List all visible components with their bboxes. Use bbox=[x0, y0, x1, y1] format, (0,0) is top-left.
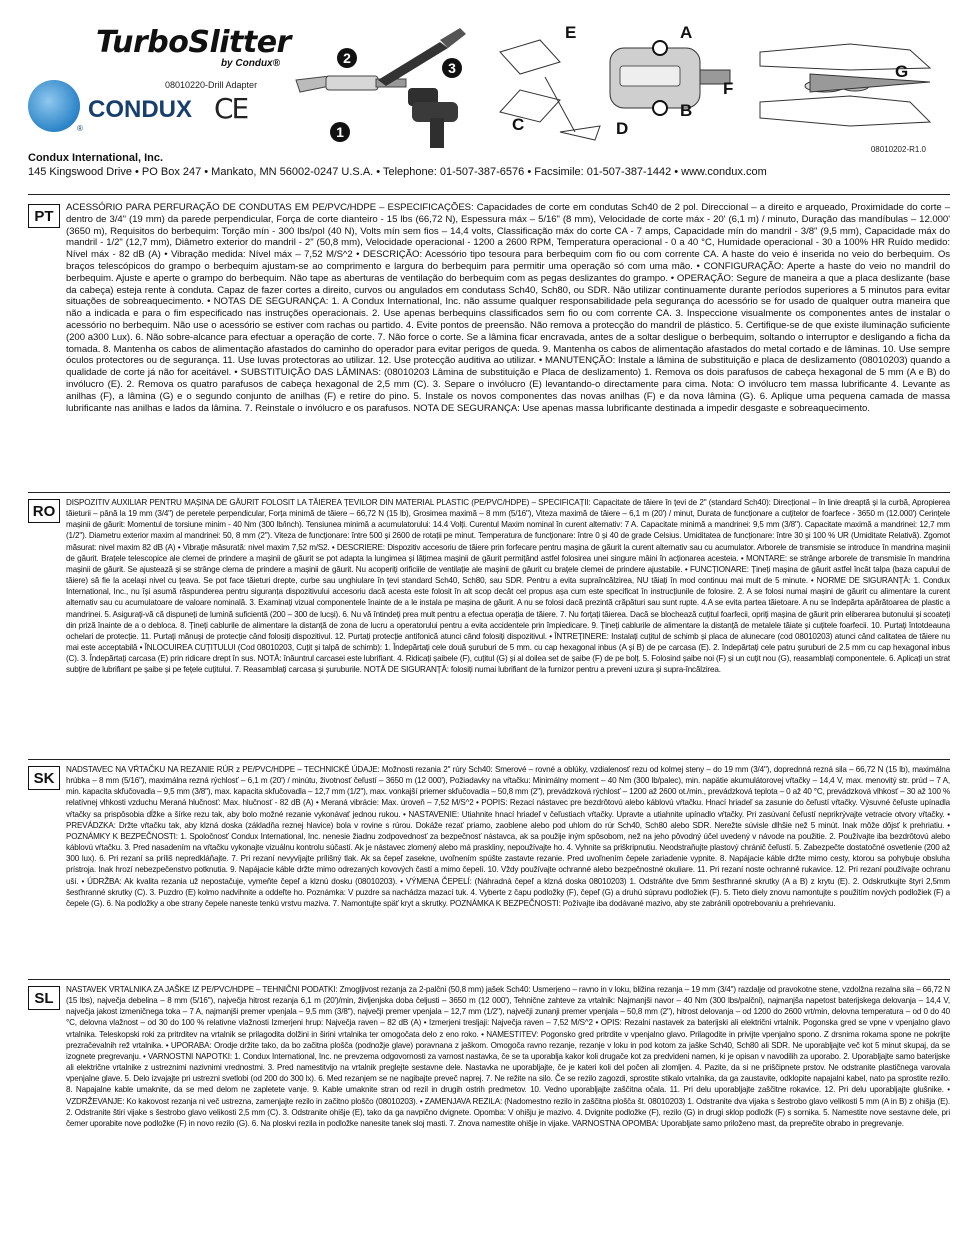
document-number: 08010220-Drill Adapter bbox=[165, 80, 258, 90]
company-address: 145 Kingswood Drive • PO Box 247 • Mankato, MN 56002-0247 U.S.A. • Telephone: 01-507-387-6576 • Facsimile: 01-507-387-1442 • www.condux.com bbox=[28, 166, 767, 178]
language-tag: SK bbox=[28, 766, 60, 790]
blade-washer-drawing bbox=[760, 44, 930, 126]
divider bbox=[28, 492, 950, 493]
label-a: A bbox=[680, 23, 693, 42]
revision-number: 08010202-R1.0 bbox=[870, 145, 926, 154]
section-text: NASTAVEK VRTALNIKA ZA JAŠKE IZ PE/PVC/HDPE – TEHNIČNI PODATKI: Zmogljivost rezanja za 2-palčni (50,8 mm) jašek Sch40: Usmerjeno – ravno in v loku, bližina rezanja – 19 mm (3/4") razdalje od pravokotne stene, vzdolžna rezalna sila – 66,72 N (15 lbs), največja debelina – 8 mm (5/16"), največja hitrost rezanja 6,1 m (20')/min, življenjska doba čeljusti – 3650 m (12 000'), Tehnične zahteve za vrtalnik: Najmanjši navor – 40 Nm (300 lbs/palčni), najmanjša napetost baterijskega delovanja – 14,4 V, največja jakost izmeničnega toka – 7 A, najmanjši premer vpenjala – 9,5 mm (3/8"), največji premer vpenjala – 12,7 mm (1/2"), največji zunanji premer vpenjala – 50,8 mm (2"), hitrost delovanja – od 1200 do 2600 vrt/min, delovna temperatura – od 0 do 40 °C, delovna vlažnost – od 30 do 100 % relativne vlažnosti Izmerjeni hrup: Največja raven – 82 dB (A) • Izmerjeni tresljaji: Največja raven – 7,52 M/S^2 • OPIS: Rezalni nastavek za baterijski ali električni vrtalnik. Pogonska gred se vpne v vpenjalno glavo vrtalnika. Teleskopski roki za pritrditev na vrtalnik se prilagodita dolžini in širini vrtalnika ter omogočata delo z eno roko. • NAMESTITEV: Pogonsko gred pritrdite v vpenjalno glavo. Prilagodite in privijte vpenjalno spono. Z drsnima rokama spone ne pokrijte prezračevalnih rež vrtalnika. • UPORABA: Orodje držite tako, da bo začitna plošča (podnožje glave) poravnana z jaškom. Omogoča ravno rezanje, rezanje v loku in pod kotom za jaške Sch40, Sch80 ali SDR. Ne uporabljajte več kot 5 minut skupaj, da se izognete pregrevanju. • VARNOSTNI NAPOTKI: 1. Condux International, Inc. ne prevzema odgovornosti za varnost nastavka, če se ta uporablja kakor koli drugače kot za predvideni namen, ki je opisan v navodilih za uporabo. 2. Uporabljajte samo baterijske ali električne vrtalnike z ustreznimi nazivnimi vrednostmi. 3. Pred namestitvijo na vrtalnik preglejte sestavne dele. Nastavka ne uporabljajte, če je kateri koli del počen ali zlomljen. 4. Pazite, da si ne priščipnete prstov. Ne odstranite plastičnega varovala vpenjalne glave. 5. Delo izvajajte pri ustrezni svetlobi (od 200 do 300 lx). 6. Med rezanjem se ne nagibajte preveč naprej. 7. Ne režite na silo. Če se rezilo zagozdi, sprostite stikalo vrtalnika, da ga zaustavite, odklopite napajalni kabel, nato pa sprostite rezilo. 8. Napajalne kable umaknite, da se med delom ne zapletete vanje. 9. Kable umaknite stran od rezil in drugih ostrih predmetov. 10. Vedno uporabljajte zaščitna očala. 11. Pri delu uporabljajte zaščitne rokavice. 12. Pri delu uporabljajte glušnike. • VZDRŽEVANJE: Ko kakovost rezanja ni več ustrezna, zamenjajte rezilo in začitno ploščo (08010203). • ZAMENJAVA REZILA: (Nadomestno rezilo in zaščitna plošča št. 08010203) 1. Odstranite dva vijaka s šestrobo glavo velikosti 5 mm (A in B) z ohišja (E). 2. Odstranite štiri vijake s šestrobo glavo velikosti 2,5 mm (C). 3. Odstranite ohišje (E), tako da ga navpično dvignete. Opomba: V ohišju je mazivo. 4. Dvignite podložke (F), rezilo (G) in drugi sklop podložk (F) s sornika. 5. Namestite nove sestavne dele, pri čemer uporabite nove podložke (F) in novo rezilo (G). 6. Na ploskvi rezila in podložke nanesite tanek sloj masti. 7. Znova namestite ohišje in vijake. VARNOSTNA OPOMBA: Uporabljate samo priloženo mast, da preprečite obrabo in pregrevanje. bbox=[66, 985, 950, 1128]
section-text: DISPOZITIV AUXILIAR PENTRU MAȘINA DE GĂURIT FOLOSIT LA TĂIEREA ȚEVILOR DIN MATERIAL PLASTIC (PE/PVC/HDPE) – SPECIFICAȚII: Capacitate de tăiere în țevi de 2" (standard Sch40): Direcțional – în linie dreaptă și la curbă, Apropierea tăieturii – până la 19 mm (3/4") de peretele perpendicular, Forța minimă de tăiere – 66,72 N (15 lb), Grosimea maximă – 8 mm (5/16"), Viteza maximă de tăiere – 6,1 m (20') / minut, Durata de funcționare a cuțitelor de foarfece - 3650 m (12.000') Cerințele mașinii de găurit: Momentul de torsiune minim - 40 Nm (300 lb/inch). Tensiunea minimă a acumulatorului: 14.4 Volți. Curentul Maxim nominal în curent alternativ: 7 A. Capacitate minimă a mandrinei: 9,5 mm (3/8"). Capacitate maximă a mandrinei: 12,7 mm (1/2"). Diametru exterior maxim al mandrinei: 50, 8 mm (2"). Viteza de funcționare: între 500 și 2600 de rotații pe minut. Temperatura de funcționare: între 0 și 40 de grade Celsius. Umiditatea de funcționare: între 30 și 100 % UR (Umiditate Relativă). Zgomot măsurat: nivel maxim 82 dB (A) • Vibrație măsurată: nivel maxim 7,52 m/S2. • DESCRIERE: Dispozitiv accesoriu de tăiere prin forfecare pentru mașina de găurit la curent alternativ sau cu acumulator. Arborele de transmisie se introduce în mandrina mașinii de găurit. Brațele telescopice ale clemei de prindere a mașinii de găurit se pot adapta la lungimea și lățimea mașinii de găurit permițând astfel folosirea unei singure mâini în acționarea acesteia. • MONTARE: se strânge arborele de transmisie în mandrina mașinii de găurit. Se ajustează și se strânge clema de prindere a mașinii de găurit. Nu acoperiți orificiile de ventilație ale mașinii de găurit cu brațele clemei de prindere ajustabile. • FUNCȚIONARE: Țineți mașina de găurit astfel încât talpa (baza capului de tăiere) să fie la același nivel cu țeava. Se pot face tăieturi drepte, curbe sau unghiulare în țevi standard Sch40, Sch80, sau SDR. Pentru a evita supraîncălzirea, NU tăiați în mod continuu mai mult de 5 minute. • NORME DE SIGURANȚĂ: 1. Condux International, Inc., nu își asumă răspunderea pentru siguranța dispozitivului accesoriu dacă acesta este folosit în alt scop decât cel propus așa cum este specificat în instrucțiunile de folosire. 2. A se folosi numai mașini de găurit cu alimentare la curent alternativ sau cu acumulatoare de valoare nominală. 3. Examinați vizual componentele înainte de a le instala pe mașina de găurit. A nu se folosi dacă prezintă crăpături sau sunt rupte. 4.A se evita partea tăietoare. A nu se îndepărta apărătoarea de plastic a mandrinei. 5. Asigurați-vă că dispuneți de lumină suficientă (200 – 300 de lucși). 6. Nu vă întindeți prea mult pentru a efectua operația de tăiere. 7. Nu forțați tăierea. Dacă se blochează cuțitul foarfecii, opriți mașina de găurit prin eliberarea butonului și scoateți din priză înainte de a o debloca. 8. Țineți cablurile de alimentare la distanță de zona de lucru a operatorului pentru a evita accidentele prin împiedicare. 9. Țineți cablurile de alimentare la distanță de metalele tăiate și cuțitele foarfecii. 10. Purtați întotdeauna ochelari de protecție. 11. Purtați mănuși de protecție când folosiți dispozitivul. 12. Purtați protecție antifonică atunci când folosiți dispozitivul. • ÎNTREȚINERE: Instalați cuțitul de schimb și placa de alunecare (cod 08010203) atunci când calitatea de tăiere nu mai este acceptabilă • ÎNLOCUIREA CUȚITULUI (Cod 08010203, Cuțit și talpă de schimb): 1. Îndepărtați cele două șuruburi de 5 mm. cu cap hexagonal inbus (A și B) de pe carcasa (E). 2. îndepărtați cele patru șuruburi de 2.5 mm cu cap hexagonal inbus (C). 3. Îndepărtați carcasa (E) prin ridicare drept în sus. NOTĂ: înăuntrul carcasei este lubrifiant. 4. Ridicați șaibele (F), cuțitul (G) și al doilea set de șaibe (F) de pe bolț. 5. Folosind șaibe noi (F) și un cuțit nou (G), reasamblați componentele. 6. Aplicați un strat subțire de lubrifiant pe șaibe și pe fețele cuțitului. 7. Reasamblați carcasa și șuruburile. NOTĂ DE SIGURANȚĂ: folosiți numai lubrifiant de la furnizor pentru a preveni uzura și supra-încălzirea. bbox=[66, 498, 950, 675]
divider bbox=[28, 979, 950, 980]
brand-title: TurboSlitter bbox=[96, 25, 291, 60]
label-e: E bbox=[565, 23, 577, 42]
divider bbox=[28, 194, 950, 195]
assembly-illustration bbox=[290, 22, 950, 150]
language-tag: RO bbox=[28, 499, 60, 523]
registered-mark: ® bbox=[77, 124, 83, 133]
step-1-label: 1 bbox=[336, 124, 344, 140]
company-name: Condux International, Inc. bbox=[28, 152, 164, 164]
label-d: D bbox=[616, 119, 629, 138]
language-tag: SL bbox=[28, 986, 60, 1010]
brand-subtitle: by Condux® bbox=[220, 58, 280, 69]
divider bbox=[28, 759, 950, 760]
condux-globe-icon bbox=[28, 80, 80, 132]
drill-slitter-drawing bbox=[296, 28, 466, 148]
section-text: ACESSÓRIO PARA PERFURAÇÃO DE CONDUTAS EM PE/PVC/HDPE – ESPECIFICAÇÕES: Capacidades de corte em condutas Sch40 de 2 pol. Direccional – a direito e arqueado, Proximidade do corte – dentro de 3/4" (19 mm) da parede perpendicular, Força de corte dianteiro - 15 lbs (66,72 N), Espessura máx – 5/16" (8 mm), Velocidade de corte máx - 20' (6,1 m) / minuto, Duração das mandíbulas – 12.000' (3650 m), Requisitos do berbequim: Torção mín - 300 lbs/pol (40 N), Volts mín sem fios – 14,4 volts, Classificação máx do corte CA - 7 amps, Capacidade mín do mandril - 3/8" (9,5 mm), Capacidade máx do mandril - 1/2" (12,7 mm), Diâmetro exterior do mandril - 2" (50,8 mm), Velocidade operacional - 1200 a 2600 RPM, Temperatura operacional - 0 a 40 °C, Humidade operacional - 30 a 100% HR Ruído medido: Nível máx - 82 dB (A) • Vibração medida: Nível máx – 7,52 M/S^2 • DESCRIÇÃO: Acessório tipo tesoura para berbequim com fio ou com corrente CA. A haste do veio é inserida no veio do berbequim. Os braços telescópicos do grampo o berbequim ajustam-se ao comprimento e largura do berbequim para permitir uma operação só com uma mão. • CONFIGURAÇÃO: Aperte a haste do veio no mandril do berbequim. Ajuste e aperte o grampo do berbequim. Não tape as aberturas de ventilação do berbequim com as pegas deslizantes do grampo. • OPERAÇÃO: Segure de maneira a que a placa deslizante (base da cabeça) esteja rente à conduta. Capaz de fazer cortes a direito, curvos ou angulados em condutass Sch40, Sch80, ou SDR. Não utilizar continuamente durante períodos superiores a 5 minutos para evitar situações de sobreaquecimento. • NOTAS DE SEGURANÇA: 1. A Condux International, Inc. não assume qualquer responsabilidade pela segurança do acessório se for usado de qualquer outra maneira que não a indicada e para o fim especificado nas instruções operacionais. 2. Use apenas berbequins classificados sem fio ou com corrente CA. 3. Inspeccione visualmente os componentes antes de instalar o acessório no berbequim. Não use o acessório se estiver com rachas ou partido. 4. Evite pontos de preensão. Não remova a protecção do mandril de plástico. 5. Certifique-se de que existe iluminação suficiente (200 a300 Lux). 6. Não sobre-alcance para efectuar a operação de corte. 7. Não force o corte. Se a lâmina ficar encravada, antes de a soltar desligue o berbequim, soltando o interruptor e desligando a ficha da tomada. 8. Mantenha os cabos de alimentação afastados do caminho do operador para evitar perigos de queda. 9. Mantenha os cabos de alimentação afastados do metal cortado e de lâminas. 10. Use sempre óculos protectores ou de segurança. 11. Use luvas protectoras ao utilizar. 12. Use protecção auditiva ao utilizar. • MANUTENÇÃO: Instale a lâmina de substituição e placa de deslizamento (08010203) quando a qualidade de corte já não for aceitável. • SUBSTITUIÇÃO DAS LÂMINAS: (08010203 Lâmina de substituição e Placa de deslizamento) 1. Remova os dois parafusos de cabeça hexagonal de 5 mm (A e B) do invólucro (E). 2. Remova os quatro parafusos de cabeça hexagonal de 2,5 mm (C). 3. Separe o invólucro (E) levantando-o directamente para cima. Nota: O invólucro tem massa lubrificante 4. Levante as anilhas (F), a lâmina (G) e o segundo conjunto de anilhas (F) e retire do pino. 5. Instale os novos componentes das novas anilhas (F) e da nova lâmina (G). 6. Aplique uma pequena camada de massa lubrificante nas anilhas e lados da lâmina. 7. Reinstale o invólucro e os parafusos. NOTA DE SEGURANÇA: Use apenas massa lubrificante destinada a impedir desgaste e sobreaquecimento. bbox=[66, 202, 950, 414]
housing-exploded-drawing bbox=[500, 40, 730, 140]
section-text: NADSTAVEC NA VŔTAČKU NA REZANIE RÚR z PE/PVC/HDPE – TECHNICKÉ ÚDAJE: Možnosti rezania 2" rúry Sch40: Smerové – rovné a oblúky, vzdialenosť rezu od kolmej steny – do 19 mm (3/4"), doprednná rezná sila – 66,72 N (15 lb), maximálna hrúbka – 8 mm (5/16"), maximálna rezná rýchlosť – 6,1 m (20') / minútu, životnosť čeľustí – 3650 m (12 000'), Požiadavky na vŕtačku: Minimálny moment – 40 Nm (300 lb/palec), min. napätie akumulátorovej vŕtačky – 14,4 V, max. menovitý str. prúd – 7 A, min. kapacita skľučovadla – 9,5 mm (3/8"), max. kapacita skľučovadla – 12,7 mm (1/2"), max. vonkajší priemer skľučovadla – 50,8 mm (2"), prevádzková rýchlosť – 1200 až 2600 ot./min., prevádzková teplota – 0 až 40 °C, prevádzková vlhkosť – 30 až 100 % relatívnej vlhkosti vzduchu Meraná hlučnosť: Max. hlučnosť - 82 dB (A) • Meraná vibrácie: Max. úroveň – 7,52 M/S^2 • POPIS: Rezací nástavec pre bezdrôtovú alebo káblovú vŕtačku. Hnací hriadeľ sa zasunie do čeľustí vŕtačky. Výsuvné čeľuste upínadla vŕtačky sa prispôsobia dĺžke a šírke rezu tak, aby bolo možné rezanie vykonávať jednou rukou. • NASTAVENIE: Utiahnite hnací hriadeľ v čeľustiach vŕtačky. Upravte a utiahnite upínadlo vŕtačky. Pri zasúvaní čeľustí neprikrývajte vetracie otvory vŕtačky. • PREVÁDZKA: Držte vŕtačku tak, aby klzná doska (základňa reznej hlavice) bola v rovine s rúrou. Dokáže rezať priamo, zaoblene alebo pod uhlom do rúr Sch40, Sch80 alebo SDR. Nerežte súvisle dlhšie než 5 minút. Inak môže dôjsť k prehriatiu. • POZNÁMKY K BEZPEČNOSTI: 1. Spoločnosť Condux International, Inc. nenesie žiadnu zodpovednosť za bezpečnosť nástavca, ak sa použije iným spôsobom, než na jeho pôvodný účel uvedený v návode na použitie. 2. Používajte iba bezdrôtovú alebo káblovú vŕtačku. 3. Pred nasadením na vŕtačku vykonajte vizuálnu kontrolu súčastí. Ak je nástavec zlomený alebo má praskliny, nepoužívajte ho. 4. Vyhnite sa priškripnutiu. Neodstraňujte plastový chránič čeľustí. 5. Zabezpečte dostatočné osvetlenie (200 až 300 lux). 6. Pri rezaní sa príliš nepredkláňajte. 7. Pri rezaní nevyvíjajte prílišný tlak. Ak sa čepeľ zasekne, uvoľnením spúšte zastavte rezanie. Pred uvoľnením čepele zariadenie vypnite. 8. Napájacie káble držte mimo cesty, ktorou sa pohybuje obsluha prístroja. Inak hrozí nebezpečenstvo potknutia. 9. Napájacie káble držte mimo odrezaných kovových častí a mimo čepelí. 10. Vždy používajte ochranné alebo bezpečnostné okuliare. 11. Pri rezaní noste ochranné rukavice. 12. Pri rezaní používajte ochranu uší. • ÚDRŽBA: Ak kvalita rezania už nepostačuje, vymeňte čepeľ a klznú dosku (08010203). • VÝMENA ČEPELÍ: (Náhradná čepeľ a klzná doska 08010203) 1. Odstráňte dve 5mm šesťhranné skrutky (A a B) z krytu (E). 2. Odskrutkujte štyri 2,5mm šesťhranné skrutky (C). 3. Puzdro (E) kolmo nadvihnite a oddeľte ho. Poznámka: V puzdre sa nachádza mazací tuk. 4. Vyberte z čapu podložky (F), čepeľ (G) a druhú súpravu podložiek (F). 5. Tieto diely znovu namontujte s použitím nových podložiek (F) a čepele (G). 6. Na podložky a obe strany čepele naneste tenkú vrstvu maziva. 7. Namontujte späť kryt a skrutky. POZNÁMKA K BEZPEČNOSTI: Požívajte iba dodávané mazivo, aby ste zabránili opotrebovaniu a prehrievaniu. bbox=[66, 765, 950, 908]
header bbox=[0, 0, 954, 190]
language-tag: PT bbox=[28, 204, 60, 228]
ce-mark: CE bbox=[214, 92, 248, 125]
step-2-label: 2 bbox=[343, 50, 351, 66]
label-f: F bbox=[723, 79, 734, 98]
label-g: G bbox=[895, 62, 909, 81]
step-3-label: 3 bbox=[448, 60, 456, 76]
turboslitter-logo bbox=[96, 25, 291, 69]
label-b: B bbox=[680, 101, 693, 120]
condux-logo-text: CONDUX bbox=[88, 96, 193, 123]
label-c: C bbox=[512, 115, 525, 134]
